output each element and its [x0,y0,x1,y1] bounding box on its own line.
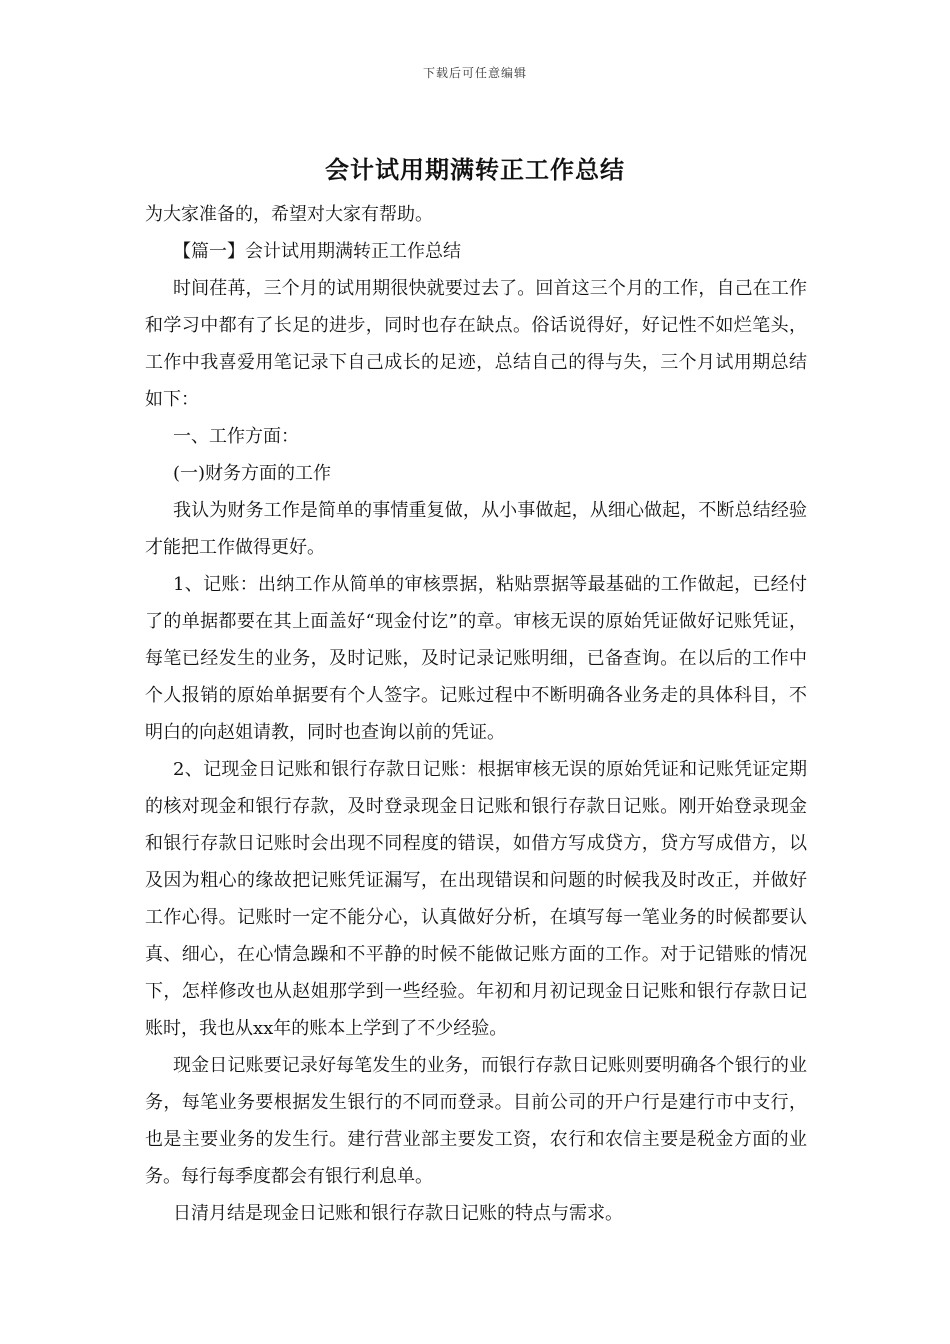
section-heading-work: 一、工作方面： [173,426,299,447]
body-paragraph: 现金日记账要记录好每笔发生的业务，而银行存款日记账则要明确各个银行的业务，每笔业务要根据发生银行的不同而登录。目前公司的开户行是建行市中支行，也是主要业务的发生行。建行营业部主要发工资，农行和农信主要是税金方面的业务。每行每季度都会有银行利息单。 [145,1055,807,1187]
document-title: 会计试用期满转正工作总结 [325,155,625,184]
body-paragraph: 2、记现金日记账和银行存款日记账：根据审核无误的原始凭证和记账凭证定期的核对现金和银行存款，及时登录现金日记账和银行存款日记账。刚开始登录现金和银行存款日记账时会出现不同程度的错误，如借方写成贷方，贷方写成借方，以及因为粗心的缘故把记账凭证漏写，在出现错误和问题的时候我及时改正，并做好工作心得。记账时一定不能分心，认真做好分析，在填写每一笔业务的时候都要认真、细心，在心情急躁和不平静的时候不能做记账方面的工作。对于记错账的情况下，怎样修改也从赵姐那学到一些经验。年初和月初记现金日记账和银行存款日记账时，我也从xx年的账本上学到了不少经验。 [145,759,807,1039]
body-paragraph: 日清月结是现金日记账和银行存款日记账的特点与需求。 [173,1203,623,1224]
body-paragraph: 时间荏苒，三个月的试用期很快就要过去了。回首这三个月的工作，自己在工作和学习中都有了长足的进步，同时也存在缺点。俗话说得好，好记性不如烂笔头，工作中我喜爱用笔记录下自己成长的足迹，总结自己的得与失，三个月试用期总结如下： [145,278,807,410]
subsection-heading-finance: (一)财务方面的工作 [173,463,332,484]
section-heading-part-one: 【篇一】会计试用期满转正工作总结 [173,241,461,262]
intro-paragraph: 为大家准备的，希望对大家有帮助。 [145,204,433,225]
header-note: 下载后可任意编辑 [422,66,527,80]
body-paragraph: 我认为财务工作是简单的事情重复做，从小事做起，从细心做起，不断总结经验才能把工作做得更好。 [145,500,807,558]
body-paragraph: 1、记账：出纳工作从简单的审核票据，粘贴票据等最基础的工作做起，已经付了的单据都要在其上面盖好“现金付讫”的章。审核无误的原始凭证做好记账凭证，每笔已经发生的业务，及时记账，及时记录记账明细，已备查询。在以后的工作中个人报销的原始单据要有个人签字。记账过程中不断明确各业务走的具体科目，不明白的向赵姐请教，同时也查询以前的凭证。 [145,574,807,743]
document-body [145,196,807,1232]
